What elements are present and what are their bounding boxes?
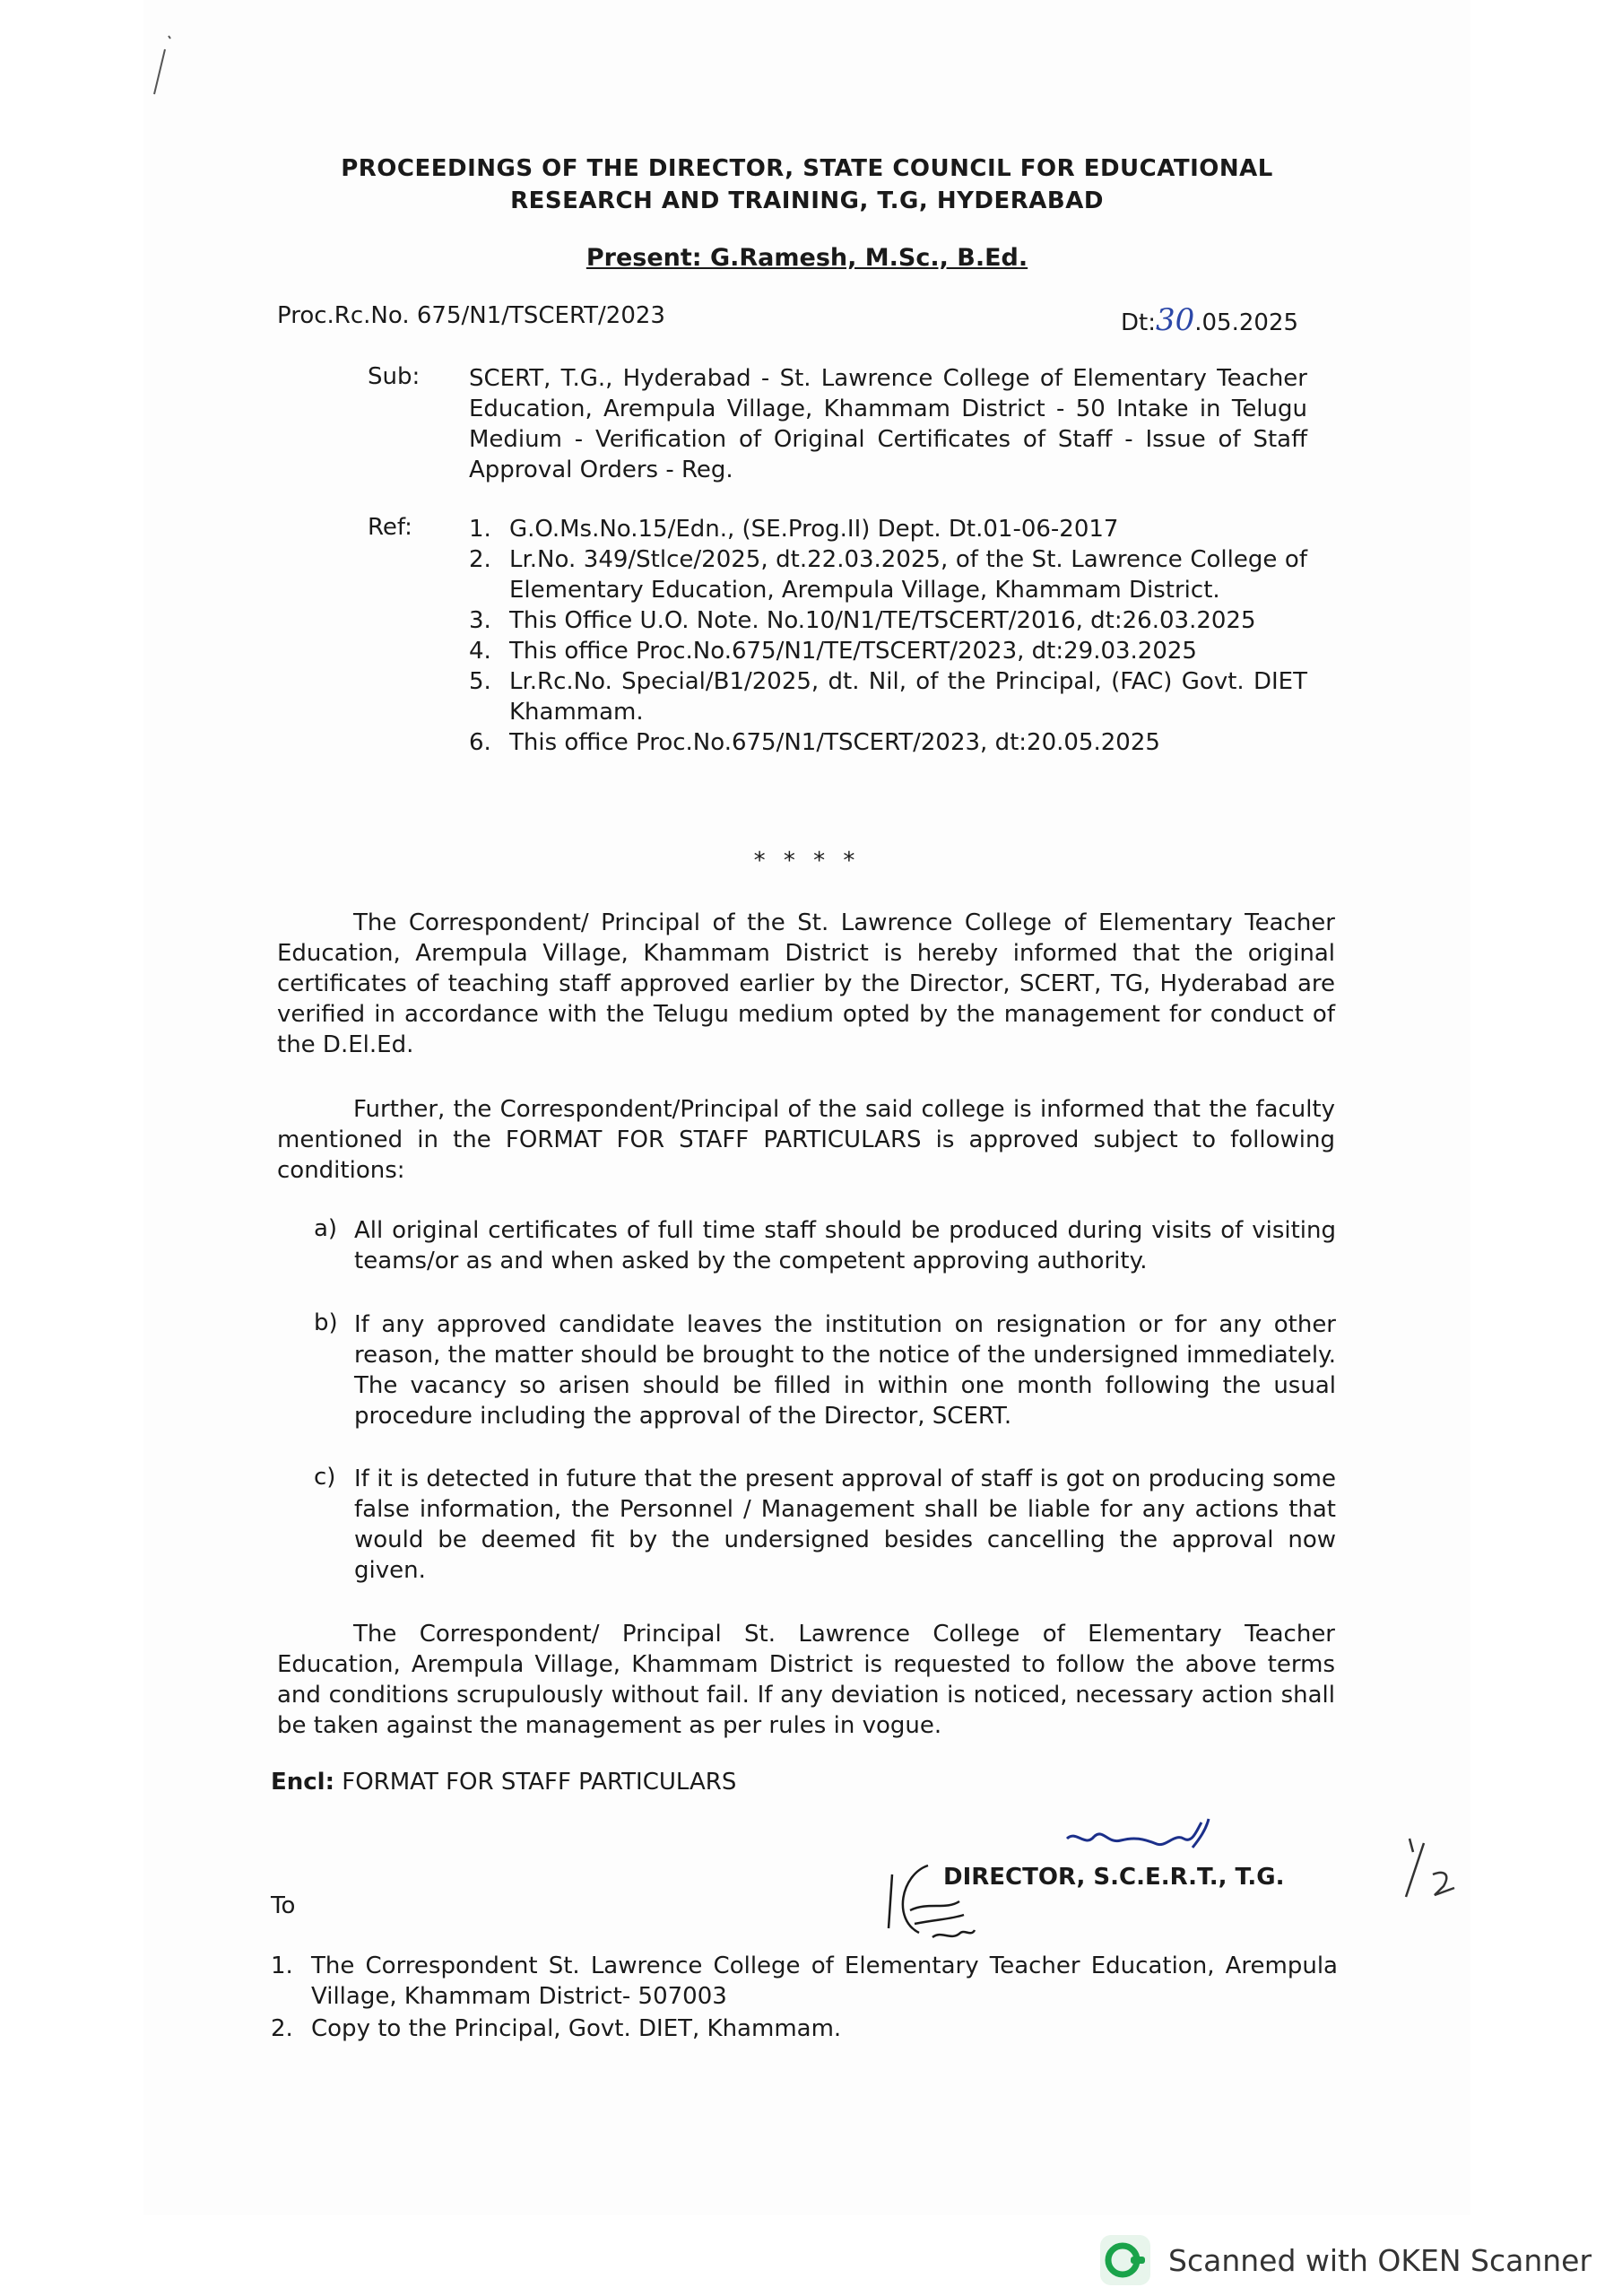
subject-label: Sub: [368,363,421,390]
condition-c: c) If it is detected in future that the present approval of staff is got on producing some false information, the Personnel / Management shall be liable for any actions that would be deemed fit by the undersigned besides cancelling the approval now given. [314,1464,1336,1584]
enclosure-text: FORMAT FOR STAFF PARTICULARS [334,1769,737,1796]
document-title [269,152,1345,217]
reference-item: 6. This office Proc.No.675/N1/TSCERT/2023, dt:20.05.2025 [469,729,1160,756]
paragraph-1: The Correspondent/ Principal of the St. Lawrence College of Elementary Teacher Education, Arempula Village, Khammam District is hereby informed that the original certificates of teaching staff approved earlier by the Director, SCERT, TG, Hyderabad are verified in accordance with the Telugu medium opted by the management for conduct of the D.El.Ed. [277,909,1335,1058]
proceedings-date [1121,302,1298,338]
scanner-text: Scanned with OKEN Scanner [1168,2242,1592,2278]
paragraph-3: The Correspondent/ Principal St. Lawrence College of Elementary Teacher Education, Arempula Village, Khammam District is requested to follow the above terms and conditions scrupulously without fail. If any deviation is noticed, necessary action shall be taken against the management as per rules in vogue. [277,1621,1335,1739]
reference-item: 3. This Office U.O. Note. No.10/N1/TE/TSCERT/2016, dt:26.03.2025 [469,607,1256,634]
reference-label: Ref: [368,514,412,541]
enclosure-label: Encl: [271,1769,334,1796]
date-prefix: Dt: [1121,309,1156,336]
handwritten-signature [1058,1812,1219,1866]
reference-item: 4. This office Proc.No.675/N1/TE/TSCERT/2023, dt:29.03.2025 [469,638,1197,665]
date-suffix: .05.2025 [1194,309,1299,336]
condition-a: a) All original certificates of full time staff should be produced during visits of visiting teams/or as and when asked by the competent approving authority. [314,1215,1336,1274]
page-number-mark [1399,1834,1462,1906]
reference-item: 1. G.O.Ms.No.15/Edn., (SE.Prog.II) Dept. Dt.01-06-2017 [469,516,1119,543]
enclosure [271,1769,736,1796]
signatory-designation: DIRECTOR, S.C.E.R.T., T.G. [943,1864,1285,1891]
reference-item: 5. Lr.Rc.No. Special/B1/2025, dt. Nil, of the Principal, (FAC) Govt. DIET Khammam. [469,668,1307,726]
oken-scanner-logo-icon [1098,2233,1152,2287]
handwritten-day: 30 [1155,302,1195,338]
reference-list [469,514,1307,758]
addressee-2: 2. Copy to the Principal, Govt. DIET, Khammam. [271,2015,842,2042]
scanner-watermark [1098,2233,1592,2287]
addressee-1: 1. The Correspondent St. Lawrence College of Elementary Teacher Education, Arempula Village, Khammam District- 507003 [271,1952,1338,2010]
title-line-2: RESEARCH AND TRAINING, T.G, HYDERABAD [510,187,1104,214]
condition-b: b) If any approved candidate leaves the institution on resignation or for any other reason, the matter should be brought to the notice of the undersigned immediately. The vacancy so arisen should be filled in within one month following the usual procedure including the approval of the Director, SCERT. [314,1309,1336,1430]
paragraph-2: Further, the Correspondent/Principal of the said college is informed that the faculty mentioned in the FORMAT FOR STAFF PARTICULARS is approved subject to following conditions: [277,1096,1335,1184]
to-label: To [271,1892,296,1919]
present-officer: Present: G.Ramesh, M.Sc., B.Ed. [585,244,1028,272]
subject-text: SCERT, T.G., Hyderabad - St. Lawrence College of Elementary Teacher Education, Arempula Village, Khammam District - 50 Intake in Telugu Medium - Verification of Original Certificates of Staff - Issue of Staff Approval Orders - Reg. [469,365,1307,483]
proceedings-number: Proc.Rc.No. 675/N1/TSCERT/2023 [277,302,665,329]
section-separator: * * * * [753,848,861,874]
title-line-1: PROCEEDINGS OF THE DIRECTOR, STATE COUNCIL FOR EDUCATIONAL [341,155,1273,182]
pen-mark [143,31,179,103]
reference-item: 2. Lr.No. 349/Stlce/2025, dt.22.03.2025, of the St. Lawrence College of Elementary Education, Arempula Village, Khammam District. [469,546,1307,604]
